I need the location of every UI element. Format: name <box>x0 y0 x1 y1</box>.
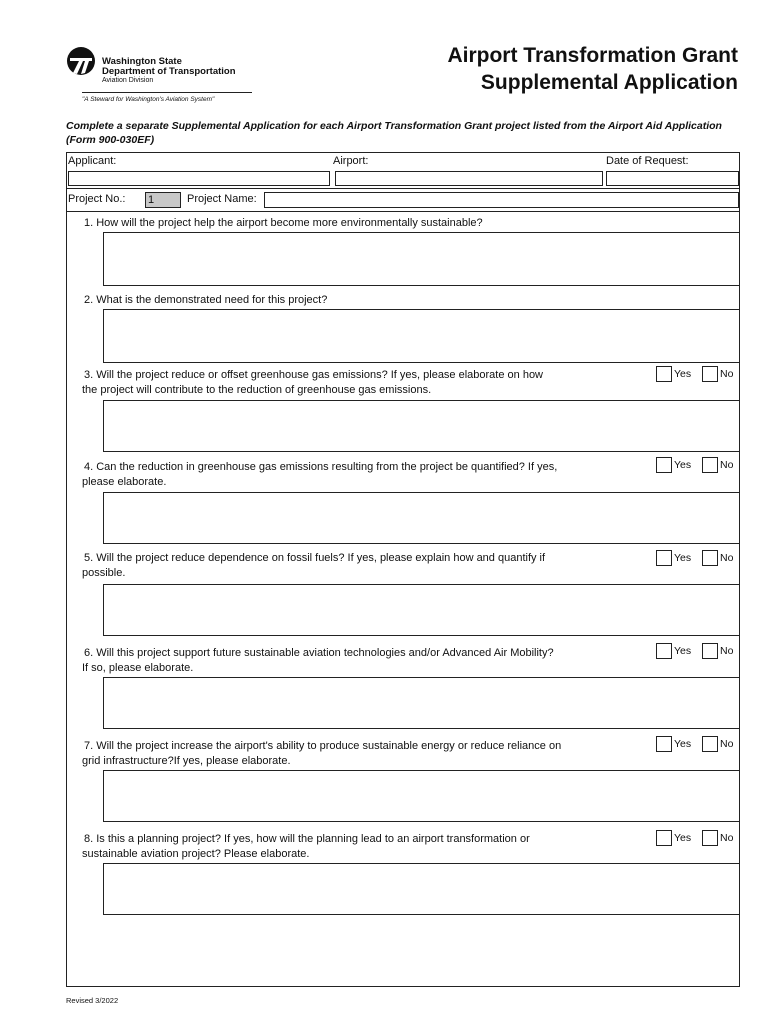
no-label: No <box>720 552 734 564</box>
question-3-yes-checkbox[interactable] <box>656 366 672 382</box>
question-8-yes-checkbox[interactable] <box>656 830 672 846</box>
logo-tagline: "A Steward for Washington's Aviation System" <box>82 96 215 103</box>
question-6-line2: If so, please elaborate. <box>82 662 194 674</box>
question-6-line1: 6. Will this project support future sustainable aviation technologies and/or Advanced Air Mobility? <box>84 647 554 659</box>
logo-text-state: Washington State <box>102 56 182 67</box>
question-5-line1: 5. Will the project reduce dependence on fossil fuels? If yes, please explain how and quantify if <box>84 552 546 564</box>
no-label: No <box>720 645 734 657</box>
no-label: No <box>720 738 734 750</box>
project-no-input[interactable]: 1 <box>145 192 181 208</box>
no-label: No <box>720 368 734 380</box>
logo-text-division: Aviation Division <box>102 77 154 84</box>
question-4-line2: please elaborate. <box>82 476 167 488</box>
answer-6-box[interactable] <box>103 677 740 729</box>
airport-input[interactable] <box>335 171 603 186</box>
question-4-yes-checkbox[interactable] <box>656 457 672 473</box>
answer-8-box[interactable] <box>103 863 740 915</box>
applicant-input[interactable] <box>68 171 330 186</box>
question-8-line2: sustainable aviation project? Please elaborate. <box>82 848 310 860</box>
answer-5-box[interactable] <box>103 584 740 636</box>
question-7-line1: 7. Will the project increase the airport's ability to produce sustainable energy or reduce reliance on <box>84 740 562 752</box>
question-7-line2: grid infrastructure?If yes, please elaborate. <box>82 755 291 767</box>
question-8-no-checkbox[interactable] <box>702 830 718 846</box>
question-7-yes-no <box>656 736 746 754</box>
question-5-line2: possible. <box>82 567 126 579</box>
question-3-line1: 3. Will the project reduce or offset greenhouse gas emissions? If yes, please elaborate on how <box>84 369 544 381</box>
question-3-no-checkbox[interactable] <box>702 366 718 382</box>
question-8-line1: 8. Is this a planning project? If yes, how will the planning lead to an airport transformation or <box>84 833 530 845</box>
revision-note: Revised 3/2022 <box>66 996 119 1005</box>
question-1: 1. How will the project help the airport become more environmentally sustainable? <box>84 217 483 229</box>
yes-label: Yes <box>674 738 692 750</box>
project-name-label: Project Name: <box>187 193 257 205</box>
question-5-yes-checkbox[interactable] <box>656 550 672 566</box>
question-3-line2: the project will contribute to the reduction of greenhouse gas emissions. <box>82 384 432 396</box>
answer-4-box[interactable] <box>103 492 740 544</box>
date-label: Date of Request: <box>606 155 689 167</box>
question-8-yes-no <box>656 830 746 848</box>
intro-instructions: Complete a separate Supplemental Application for each Airport Transformation Grant project listed from the Airport Aid Application (Form 900-030EF) <box>66 120 722 146</box>
answer-2-box[interactable] <box>103 309 740 363</box>
question-6-yes-no <box>656 643 746 661</box>
question-5-no-checkbox[interactable] <box>702 550 718 566</box>
yes-label: Yes <box>674 368 692 380</box>
airport-label: Airport: <box>333 155 369 167</box>
wsdot-logo <box>66 46 256 106</box>
project-no-label: Project No.: <box>68 193 126 205</box>
question-2: 2. What is the demonstrated need for this project? <box>84 294 328 306</box>
applicant-label: Applicant: <box>68 155 117 167</box>
project-name-input[interactable] <box>264 192 739 208</box>
question-6-no-checkbox[interactable] <box>702 643 718 659</box>
page-title-line1: Airport Transformation Grant <box>447 44 738 67</box>
yes-label: Yes <box>674 552 692 564</box>
page-title-line2: Supplemental Application <box>480 71 738 94</box>
logo-divider <box>82 92 252 93</box>
row-divider <box>67 211 739 212</box>
yes-label: Yes <box>674 832 692 844</box>
logo-text-department: Department of Transportation <box>102 66 236 77</box>
question-6-yes-checkbox[interactable] <box>656 643 672 659</box>
question-7-yes-checkbox[interactable] <box>656 736 672 752</box>
no-label: No <box>720 459 734 471</box>
yes-label: Yes <box>674 459 692 471</box>
yes-label: Yes <box>674 645 692 657</box>
no-label: No <box>720 832 734 844</box>
question-5-yes-no <box>656 550 746 568</box>
answer-3-box[interactable] <box>103 400 740 452</box>
answer-7-box[interactable] <box>103 770 740 822</box>
question-7-no-checkbox[interactable] <box>702 736 718 752</box>
row-divider <box>67 188 739 189</box>
answer-1-box[interactable] <box>103 232 740 286</box>
question-4-line1: 4. Can the reduction in greenhouse gas emissions resulting from the project be quantified? If yes, <box>84 461 558 473</box>
question-3-yes-no <box>656 366 746 384</box>
question-4-yes-no <box>656 457 746 475</box>
date-input[interactable] <box>606 171 739 186</box>
question-4-no-checkbox[interactable] <box>702 457 718 473</box>
wsdot-logo-icon <box>66 46 96 76</box>
